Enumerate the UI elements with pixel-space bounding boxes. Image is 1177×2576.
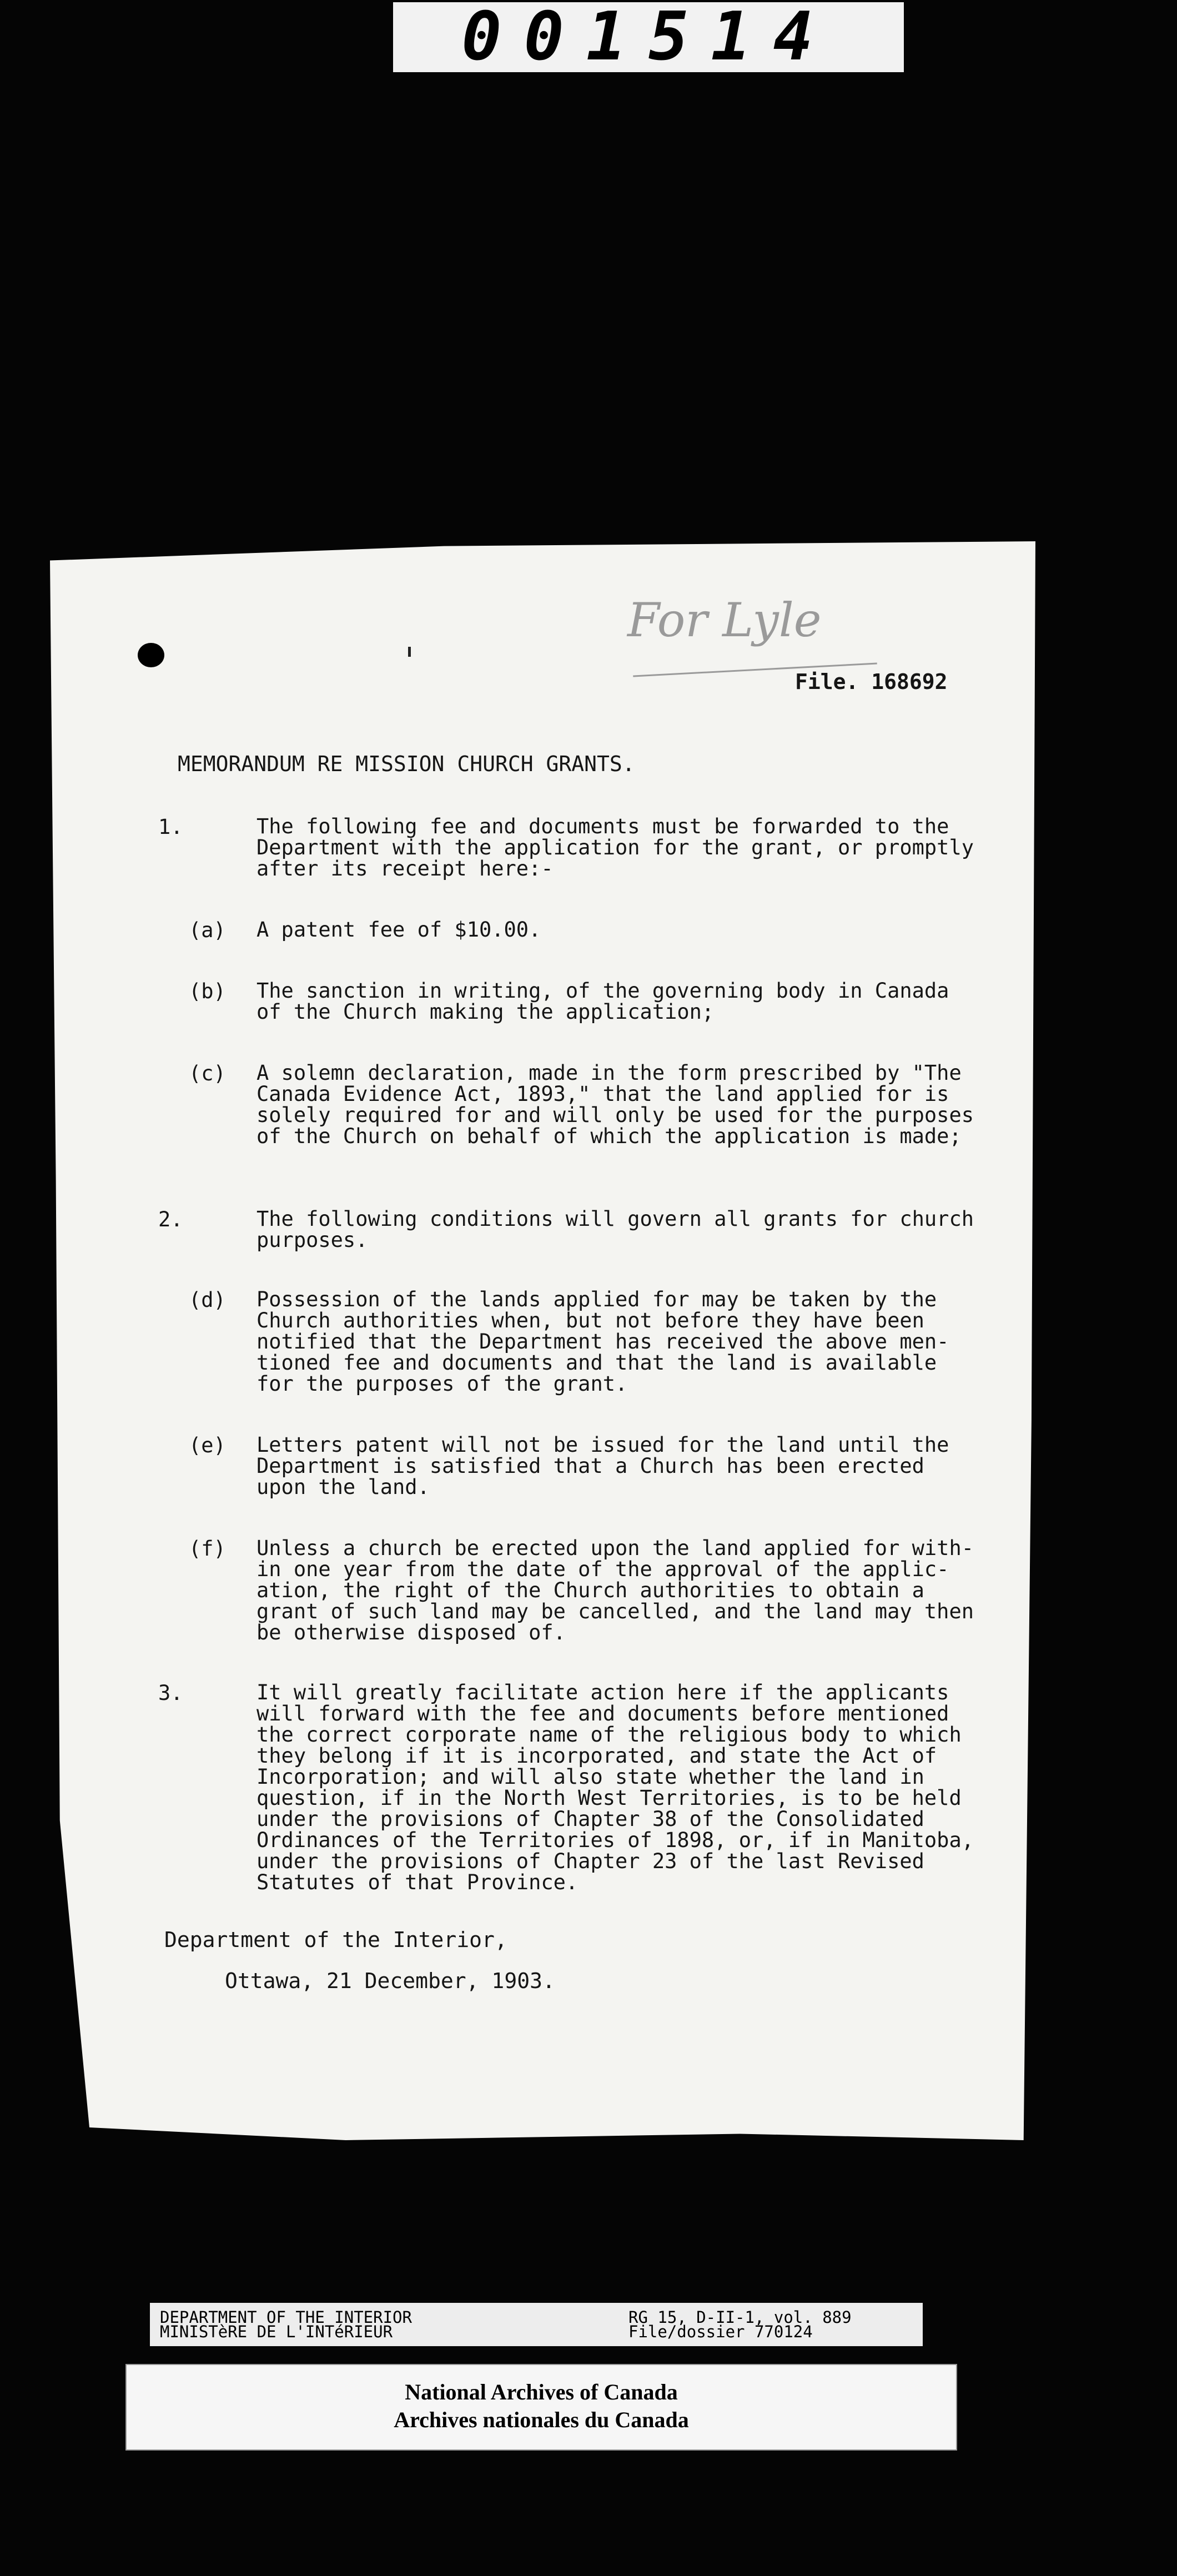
text-line: The sanction in writing, of the governing body in Canada: [256, 979, 949, 1003]
text-line: Canada Evidence Act, 1893," that the land applied for is: [256, 1082, 949, 1106]
dept-name-en: DEPARTMENT OF THE INTERIOR: [160, 2308, 412, 2327]
text-line: grant of such land may be cancelled, and the land may then: [256, 1599, 974, 1623]
item-text: [256, 1538, 974, 1643]
section-number: 2.: [158, 1208, 183, 1231]
text-line: ation, the right of the Church authorities to obtain a: [256, 1578, 924, 1602]
item-text: [256, 1435, 949, 1498]
text-line: Letters patent will not be issued for the land until the: [256, 1433, 949, 1457]
item-text: [256, 1289, 949, 1395]
text-line: be otherwise disposed of.: [256, 1621, 566, 1644]
ink-mark: [408, 647, 411, 657]
text-line: after its receipt here:-: [256, 857, 554, 881]
archives-name-fr: Archives nationales du Canada: [394, 2407, 689, 2432]
text-line: tioned fee and documents and that the land is available: [256, 1351, 937, 1375]
item-label: (a): [189, 918, 226, 942]
item-text: [256, 919, 541, 940]
text-line: Department is satisfied that a Church has been erected: [256, 1454, 924, 1478]
text-line: the correct corporate name of the religious body to which: [256, 1723, 962, 1747]
item-text: [256, 1063, 974, 1147]
punch-hole: [138, 643, 164, 667]
text-line: Possession of the lands applied for may be taken by the: [256, 1287, 937, 1311]
text-line: in one year from the date of the approval of the applic-: [256, 1557, 949, 1581]
dept-name-fr: MINISTèRE DE L'INTéRIEUR: [160, 2322, 393, 2341]
text-line: they belong if it is incorporated, and state the Act of: [256, 1744, 937, 1768]
item-label: (b): [189, 979, 226, 1003]
section-text: [256, 816, 974, 879]
text-line: The following fee and documents must be forwarded to the: [256, 814, 949, 838]
section-text: [256, 1682, 974, 1893]
signature-department: Department of the Interior,: [164, 1928, 507, 1952]
memo-title: MEMORANDUM RE MISSION CHURCH GRANTS.: [178, 752, 635, 776]
text-line: Incorporation; and will also state whether the land in: [256, 1765, 924, 1789]
item-label: (d): [189, 1288, 226, 1312]
text-line: solely required for and will only be used for the purposes: [256, 1103, 974, 1127]
text-line: upon the land.: [256, 1475, 430, 1499]
text-line: purposes.: [256, 1228, 368, 1252]
file-reference: File. 168692: [795, 670, 948, 694]
text-line: Department with the application for the grant, or promptly: [256, 836, 974, 859]
section-number: 1.: [158, 815, 183, 839]
text-line: will forward with the fee and documents before mentioned: [256, 1702, 949, 1725]
archives-name-en: National Archives of Canada: [405, 2379, 678, 2404]
text-line: The following conditions will govern all grants for church: [256, 1207, 974, 1231]
signature-date: Ottawa, 21 December, 1903.: [225, 1969, 555, 1993]
text-line: Unless a church be erected upon the land applied for with-: [256, 1536, 974, 1560]
text-line: of the Church on behalf of which the application is made;: [256, 1124, 962, 1148]
text-line: under the provisions of Chapter 38 of the Consolidated: [256, 1807, 924, 1831]
archive-reference-label: [150, 2303, 923, 2346]
section-number: 3.: [158, 1681, 183, 1705]
archives-card: [125, 2364, 957, 2451]
text-line: A patent fee of $10.00.: [256, 918, 541, 942]
text-line: Ordinances of the Territories of 1898, or, if in Manitoba,: [256, 1828, 974, 1852]
text-line: Church authorities when, but not before they have been: [256, 1309, 924, 1332]
record-group-ref: RG 15, D-II-1, vol. 889: [628, 2308, 852, 2327]
item-label: (e): [189, 1433, 226, 1457]
item-label: (f): [189, 1537, 226, 1561]
text-line: question, if in the North West Territories, is to be held: [256, 1786, 962, 1810]
text-line: A solemn declaration, made in the form prescribed by "The: [256, 1061, 962, 1085]
text-line: notified that the Department has received the above men-: [256, 1330, 949, 1354]
file-dossier-ref: File/dossier 770124: [628, 2322, 813, 2341]
text-line: under the provisions of Chapter 23 of the last Revised: [256, 1849, 924, 1873]
section-text: [256, 1209, 974, 1251]
text-line: for the purposes of the grant.: [256, 1372, 628, 1396]
item-label: (c): [189, 1061, 226, 1085]
text-line: of the Church making the application;: [256, 1000, 715, 1024]
text-line: It will greatly facilitate action here if the applicants: [256, 1681, 949, 1704]
text-line: Statutes of that Province.: [256, 1870, 579, 1894]
item-text: [256, 980, 949, 1023]
handwritten-note: For Lyle: [627, 593, 822, 647]
frame-stamp-number: 001514: [393, 2, 904, 72]
